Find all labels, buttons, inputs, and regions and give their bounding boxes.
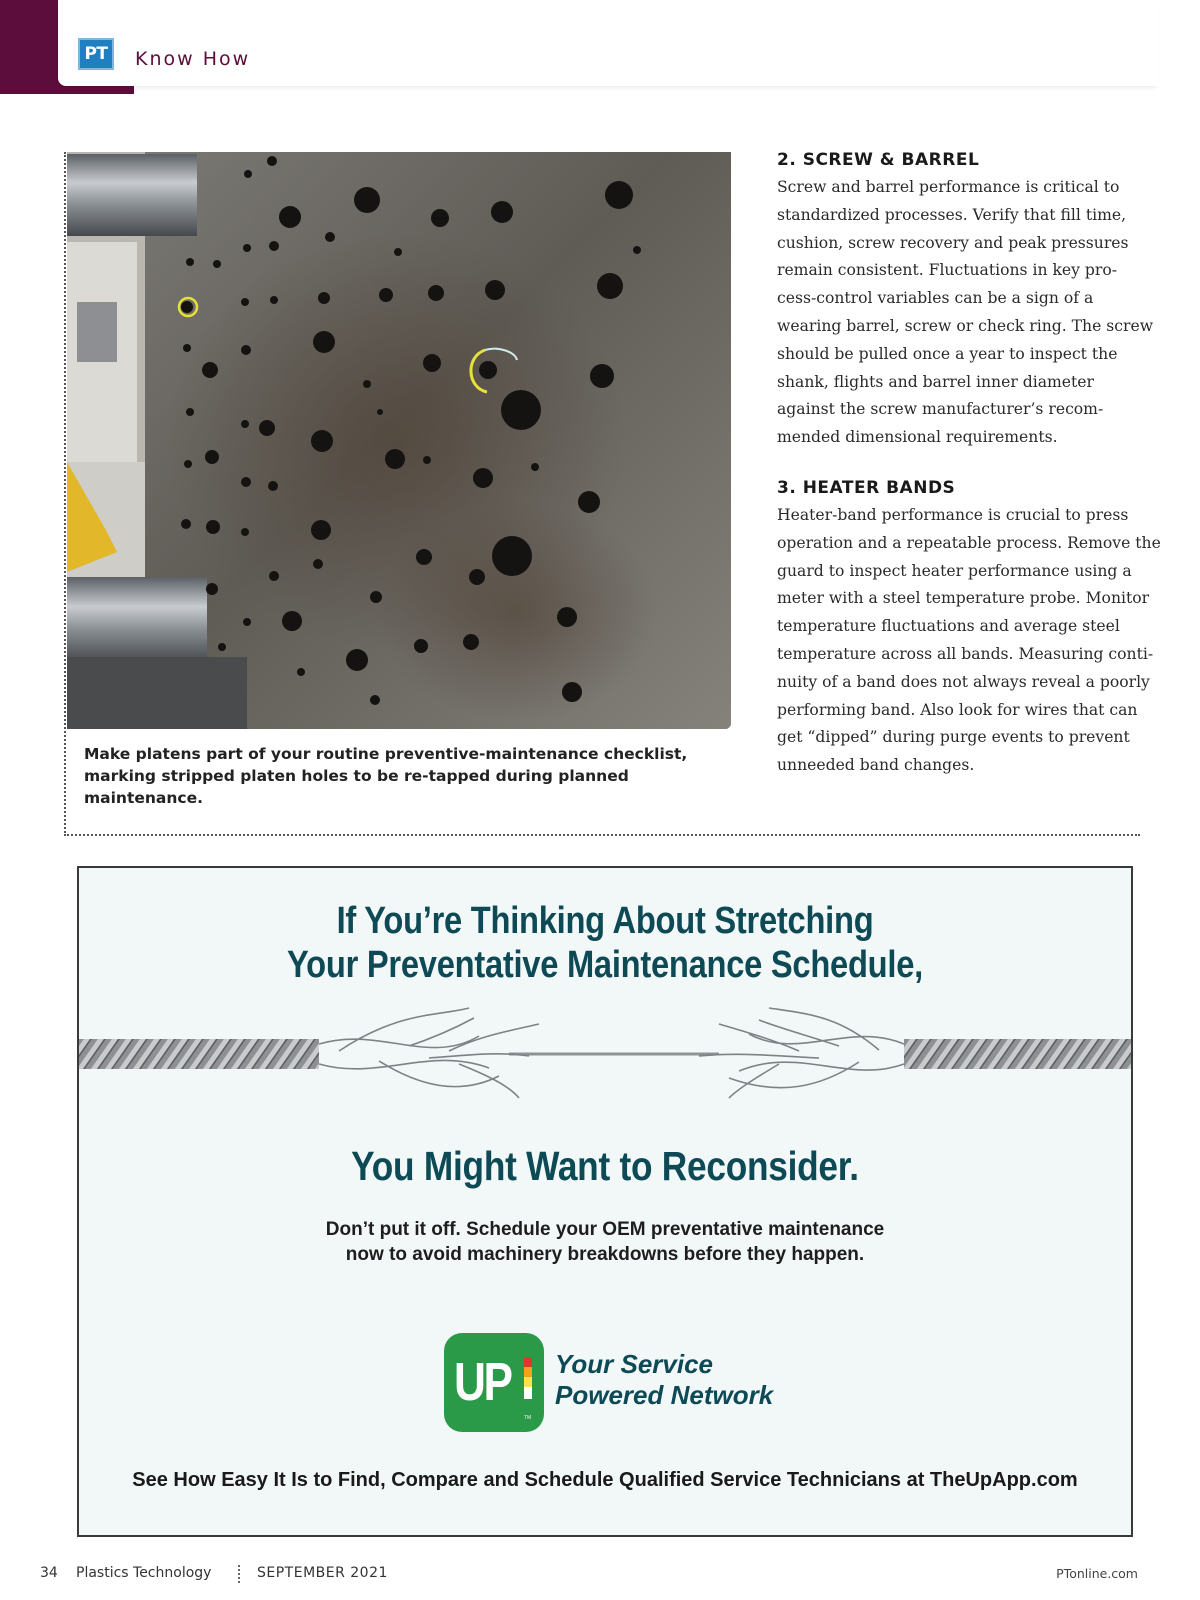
platen-photo <box>67 152 731 729</box>
footer-divider <box>238 1565 240 1583</box>
fraying-rope-image <box>79 1006 1131 1102</box>
platen-photo-image <box>67 152 731 729</box>
header-bar <box>58 0 1158 86</box>
body-line: nuity of a band does not always reveal a poorly <box>777 672 1150 691</box>
body-line: guard to inspect heater performance using a <box>777 561 1132 580</box>
caption-line: Make platens part of your routine preventive-maintenance checklist, <box>84 745 688 763</box>
trademark-mark: TM <box>524 1415 532 1421</box>
body-line: performing band. Also look for wires that can <box>777 700 1138 719</box>
ad-headline-line: Your Preventative Maintenance Schedule, <box>287 944 923 986</box>
article-right-column <box>777 150 1161 780</box>
section-heading: 2. SCREW & BARREL <box>777 150 980 170</box>
body-line: standardized processes. Verify that fill time, <box>777 205 1127 224</box>
section-heater-bands <box>777 477 1161 780</box>
body-line: shank, flights and barrel inner diameter <box>777 372 1094 391</box>
ad-subtext-line: now to avoid machinery breakdowns before they happen. <box>345 1244 865 1265</box>
exclamation-icon <box>524 1357 532 1407</box>
body-line: remain consistent. Fluctuations in key pro- <box>777 261 1117 280</box>
body-line: operation and a repeatable process. Remove the <box>777 533 1161 552</box>
body-line: temperature fluctuations and average steel <box>777 617 1120 636</box>
body-line: Heater-band performance is crucial to press <box>777 505 1129 524</box>
photo-caption <box>84 743 724 809</box>
body-line: should be pulled once a year to inspect the <box>777 344 1118 363</box>
body-line: Screw and barrel performance is critical to <box>777 178 1120 196</box>
publication-name: Plastics Technology <box>76 1565 212 1581</box>
body-line: cess-control variables can be a sign of a <box>777 289 1094 308</box>
body-line: unneeded band changes. <box>777 756 975 775</box>
body-line: wearing barrel, screw or check ring. The screw <box>777 316 1154 335</box>
ad-headline-line: If You’re Thinking About Stretching <box>336 900 874 942</box>
body-line: meter with a steel temperature probe. Monitor <box>777 589 1150 608</box>
up-app-logo[interactable] <box>444 1333 544 1432</box>
pt-logo: PT <box>78 38 114 70</box>
body-line: get “dipped” during purge events to prevent <box>777 728 1130 747</box>
caption-line: marking stripped platen holes to be re-tapped during planned maintenance. <box>84 767 629 807</box>
page-footer <box>0 1565 1200 1589</box>
issue-date: SEPTEMBER 2021 <box>257 1565 388 1581</box>
up-tagline-line: Your Service <box>555 1349 714 1379</box>
ad-subtext-line: Don’t put it off. Schedule your OEM preventative maintenance <box>325 1219 885 1240</box>
page-number: 34 <box>40 1565 58 1581</box>
section-heading: 3. HEATER BANDS <box>777 477 956 498</box>
ad-reconsider-heading: You Might Want to Reconsider. <box>351 1143 859 1189</box>
ad-call-to-action[interactable]: See How Easy It Is to Find, Compare and Schedule Qualified Service Technicians at TheUpApp.com <box>132 1469 1078 1491</box>
section-screw-barrel <box>777 150 1157 452</box>
body-line: against the screw manufacturer’s recom- <box>777 400 1104 419</box>
body-line: cushion, screw recovery and peak pressures <box>777 233 1129 252</box>
advertisement[interactable] <box>77 866 1133 1537</box>
section-title: Know How <box>135 48 251 70</box>
up-logo-text: UP <box>454 1352 511 1412</box>
body-line: mended dimensional requirements. <box>777 428 1058 447</box>
body-line: temperature across all bands. Measuring conti- <box>777 644 1154 663</box>
up-tagline-line: Powered Network <box>555 1380 774 1410</box>
website-link[interactable]: PTonline.com <box>1056 1566 1138 1581</box>
